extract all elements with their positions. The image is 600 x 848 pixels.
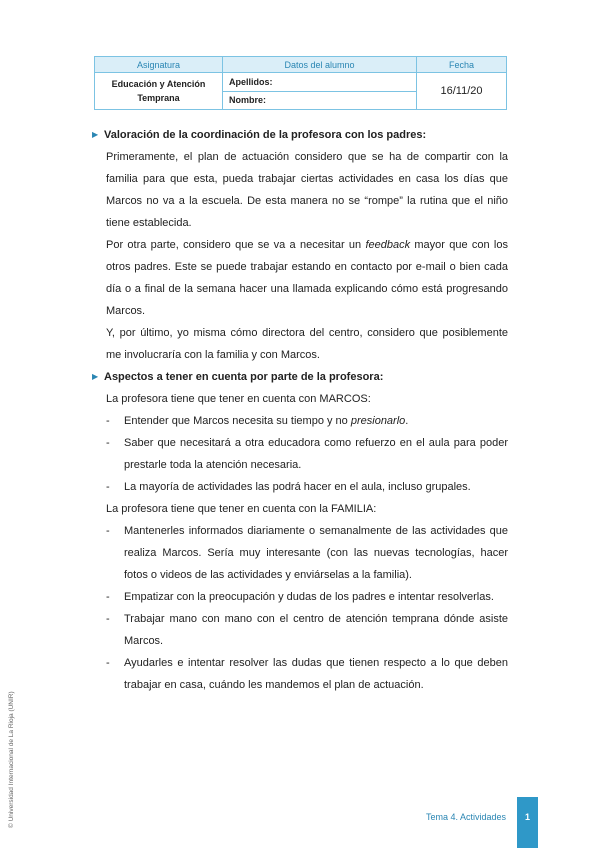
- text-run: Entender que Marcos necesita su tiempo y no: [124, 415, 351, 427]
- section2-heading-text: Aspectos a tener en cuenta por parte de la profesora:: [104, 371, 384, 383]
- list-item: [92, 476, 508, 498]
- dash-bullet: -: [106, 591, 110, 603]
- section1-heading-text: Valoración de la coordinación de la profesora con los padres:: [104, 129, 427, 141]
- italic-term: feedback: [365, 239, 411, 251]
- text-run: .: [405, 415, 409, 427]
- dash-bullet: -: [106, 415, 110, 427]
- list-item: [92, 410, 508, 432]
- list-item: [92, 652, 508, 696]
- section1-heading: [92, 124, 508, 146]
- subject-line2: Temprana: [137, 93, 180, 103]
- dash-bullet: -: [106, 481, 110, 493]
- list-item-text: Mantenerles informados diariamente o semanalmente de las actividades que realiza Marcos. Sería muy interesante (con las nuevas tecnologías, hacer fotos o videos de las actividades y enviárselas a la familia).: [124, 525, 508, 581]
- list-item-text: Saber que necesitará a otra educadora como refuerzo en el aula para poder prestarle toda la atención necesaria.: [124, 437, 508, 471]
- dash-bullet: -: [106, 657, 110, 669]
- list-item-text: La mayoría de actividades las podrá hacer en el aula, incluso grupales.: [124, 481, 471, 493]
- page-number: 1: [524, 812, 530, 822]
- surnames-field: Apellidos:: [223, 73, 417, 92]
- paragraph: Y, por último, yo misma cómo directora del centro, considero que posiblemente me involucraría con la familia y con Marcos.: [106, 327, 508, 361]
- header-table: [94, 56, 507, 110]
- document-body: [92, 124, 508, 696]
- name-field: Nombre:: [223, 91, 417, 110]
- dash-bullet: -: [106, 437, 110, 449]
- page-number-box: [517, 797, 538, 848]
- footer-topic: Tema 4. Actividades: [425, 812, 506, 822]
- text-run: Por otra parte, considero que se va a necesitar un: [106, 239, 366, 251]
- list-item: [92, 520, 508, 586]
- list-item: [92, 608, 508, 652]
- subject-header: Asignatura: [95, 57, 223, 73]
- paragraph: Primeramente, el plan de actuación considero que se ha de compartir con la familia para que esta, pueda trabajar ciertas actividades en casa los días que Marcos no va a la escuela. De esta manera no se “rompe” la rutina que el niño tiene establecida.: [106, 151, 508, 229]
- subject-cell: [95, 73, 223, 110]
- italic-term: presionarlo: [350, 415, 406, 427]
- student-header: Datos del alumno: [223, 57, 417, 73]
- list-item-text: Ayudarles e intentar resolver las dudas que tienen respecto a lo que deben trabajar en casa, cuándo les mandemos el plan de actuación.: [124, 657, 508, 691]
- dash-bullet: -: [106, 613, 110, 625]
- list-item: [92, 432, 508, 476]
- list-item-text: Empatizar con la preocupación y dudas de los padres e intentar resolverlas.: [124, 591, 494, 603]
- copyright-note: © Universidad Internacional de La Rioja (UNIR): [8, 691, 15, 828]
- text-run: mayor que con los otros padres. Este se puede trabajar estando en contacto por e-mail o bien cada día o a final de la semana hacer una llamada explicando cómo está progresando Marcos.: [106, 239, 508, 317]
- section2-heading: [92, 366, 508, 388]
- intro-familia: La profesora tiene que tener en cuenta con la FAMILIA:: [106, 503, 377, 515]
- dash-bullet: -: [106, 525, 110, 537]
- date-cell: 16/11/20: [417, 73, 507, 110]
- date-header: Fecha: [417, 57, 507, 73]
- list-item: [92, 586, 508, 608]
- subject-line1: Educación y Atención: [111, 79, 206, 89]
- paragraph: [92, 234, 508, 322]
- list-item-text: Trabajar mano con mano con el centro de atención temprana dónde asiste Marcos.: [124, 613, 508, 647]
- intro-marcos: La profesora tiene que tener en cuenta con MARCOS:: [106, 393, 371, 405]
- triangle-bullet-icon: ▶: [92, 372, 99, 381]
- triangle-bullet-icon: ▶: [92, 130, 99, 139]
